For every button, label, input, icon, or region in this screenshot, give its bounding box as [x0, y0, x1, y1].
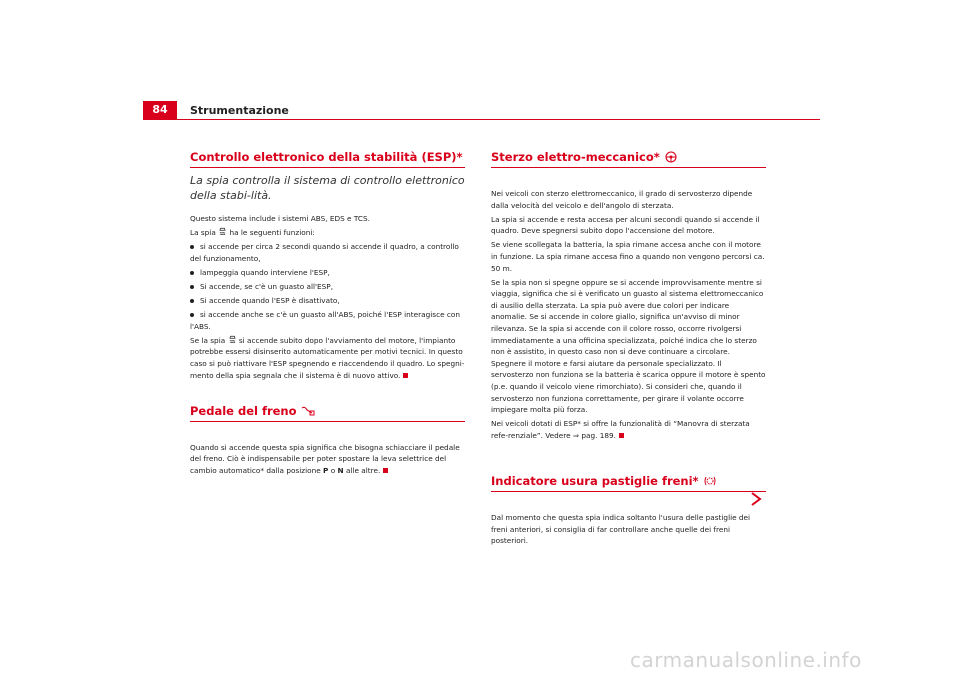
steering-title-text: Sterzo elettro-meccanico* — [491, 150, 660, 164]
bullet-dot-icon — [190, 271, 194, 275]
esp-bullet-text: Si accende, se c'è un guasto all'ESP, — [200, 281, 334, 291]
esp-bullet — [190, 281, 465, 293]
esp-car-icon — [218, 227, 227, 236]
bullet-dot-icon — [190, 299, 194, 303]
left-column — [190, 150, 465, 479]
esp-car-icon — [228, 335, 237, 344]
esp-bullet-text: Si accende quando l'ESP è disattivato, — [200, 296, 340, 306]
steering-p4: Se la spia non si spegne oppure se si accende improvvisamente mentre si viaggia, significa che si è verificato un guasto al sistema elettromeccanico di ausilio della sterzata. La spia può avere due colori per indicare anomalie. Se si accende in colore giallo, significa un'avviso di minor rilevanza. Se la spia si accende con il colore rosso, occorre rivolgersi immediatamente a una officina specializzata, poiché indica che lo sterzo non è assistito, in questo caso non si deve continuare a circolare. Spegnere il motore e farsi aiutare da personale specializzato. Il servosterzo non funziona se la batteria è scarica oppure il motore è spento (p.e. quando il veicolo viene rimorchiato). Si consideri che, quando il servosterzo non funziona correttamente, per girare il volante occorre impiegare molta più forza. — [491, 277, 766, 415]
esp-bullet-text: lampeggia quando interviene l'ESP, — [200, 267, 330, 277]
steering-p5 — [491, 418, 766, 441]
esp-bullet — [190, 267, 465, 279]
page-header-title: Strumentazione — [190, 104, 289, 117]
esp-bullet — [190, 295, 465, 307]
section-end-icon — [403, 373, 408, 378]
pads-title-text: Indicatore usura pastiglie freni* — [491, 473, 699, 488]
esp-functions-intro — [190, 227, 465, 239]
gear-n-label: N — [337, 465, 344, 475]
esp-functions-intro-a: La spia — [190, 228, 216, 238]
brake-pedal-icon — [301, 405, 315, 417]
esp-intro: Questo sistema include i sistemi ABS, EDS e TCS. — [190, 214, 370, 223]
esp-note-b: si accende subito dopo l'avviamento del motore, l'impianto potrebbe essersi disinserito automaticamente per motivi tecnici. In questo caso si può riattivare l'ESP spegnendo e riaccendendo il quadro. Lo spegni-mento della spia segnala che il sistema è di nuovo attivo. — [190, 335, 465, 380]
section-end-icon — [383, 468, 388, 473]
esp-bullet — [190, 309, 465, 332]
brake-title-text: Pedale del freno — [190, 403, 297, 418]
pads-section-title — [491, 474, 766, 492]
esp-note-a: Se la spia — [190, 335, 226, 345]
esp-reactivation-note — [190, 335, 465, 381]
site-watermark: carmanualsonline.info — [630, 648, 862, 672]
page-number: 84 — [143, 101, 177, 119]
brake-text-a: Quando si accende questa spia significa che bisogna schiacciare il pedale del freno. Ciò è indispensabile per poter spostare la leva selettrice del cambio automatico* dalla posizione — [190, 442, 460, 475]
brake-pad-wear-icon — [703, 475, 717, 487]
esp-functions-intro-b: ha le seguenti funzioni: — [229, 228, 315, 238]
brake-text — [190, 442, 465, 477]
steering-p2: La spia si accende e resta accesa per alcuni secondi quando si accende il quadro. Deve spegnersi subito dopo l'accensione del motore. — [491, 214, 760, 236]
steering-p5-text: Nei veicoli dotati di ESP* si offre la funzionalità di “Manovra di sterzata refe-renziale”. Vedere ⇒ pag. 189. — [491, 419, 750, 440]
brake-section-title — [190, 404, 465, 422]
bullet-dot-icon — [190, 285, 194, 289]
gear-p-label: P — [323, 465, 329, 475]
pads-text: Dal momento che questa spia indica soltanto l'usura delle pastiglie dei freni anteriori, si consiglia di far controllare anche quelle dei freni posteriori. — [491, 512, 751, 546]
next-page-arrow-icon[interactable] — [750, 492, 762, 506]
esp-bullet-text: si accende per circa 2 secondi quando si accende il quadro, a controllo del funzionamento, — [190, 242, 459, 263]
bullet-dot-icon — [190, 245, 194, 249]
steering-p1: Nei veicoli con sterzo elettromeccanico, il grado di servosterzo dipende dalla velocità del veicolo e dell'angolo di sterzata. — [491, 189, 753, 210]
right-column — [491, 150, 766, 549]
steering-wheel-icon — [664, 151, 678, 163]
steering-section-title — [491, 150, 766, 168]
esp-bullet-text: si accende anche se c'è un guasto all'ABS, poiché l'ESP interagisce con l'ABS. — [190, 310, 461, 331]
header-divider — [143, 119, 820, 120]
steering-p3: Se viene scollegata la batteria, la spia rimane accesa anche con il motore in funzione. La spia rimane accesa fino a quando non vengono percorsi ca. 50 m. — [491, 240, 765, 273]
brake-text-b: alle altre. — [345, 465, 381, 475]
esp-title-text: Controllo elettronico della stabilità (ESP)* — [190, 150, 463, 164]
word-or: o — [330, 465, 336, 475]
section-end-icon — [619, 433, 624, 438]
esp-bullet — [190, 241, 465, 264]
esp-subtitle: La spia controlla il sistema di controllo elettronico della stabi-lità. — [190, 174, 465, 202]
bullet-dot-icon — [190, 313, 194, 317]
esp-section-title — [190, 150, 465, 168]
